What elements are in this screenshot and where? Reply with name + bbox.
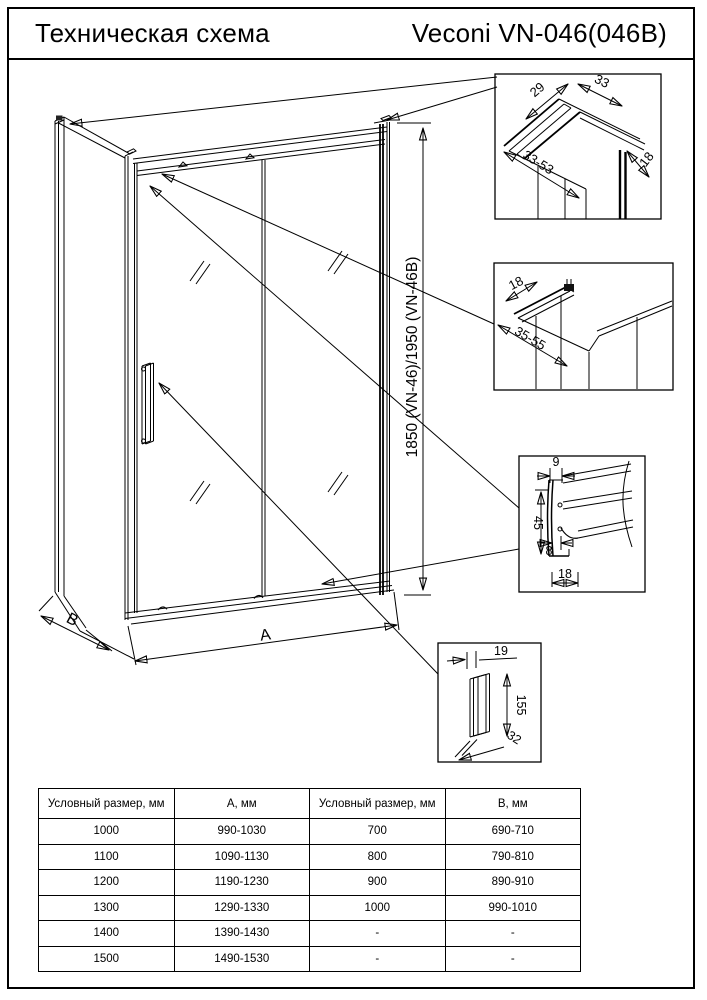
table-cell: 1000 (39, 819, 175, 845)
width-dimension-label: A (258, 626, 272, 645)
col-header-a-mm: А, мм (174, 789, 310, 819)
wall-profile-dim-35-55: 35-55 (512, 323, 549, 353)
table-cell: 1290-1330 (174, 895, 310, 921)
top-profile-dim-33: 33 (592, 71, 612, 91)
rail-profile-dim-8: 8 (545, 544, 553, 558)
table-cell: - (310, 921, 446, 947)
table-row (39, 946, 581, 972)
table-cell: 1100 (39, 844, 175, 870)
depth-dimension-b (39, 596, 112, 651)
handle-dim-155: 155 (514, 694, 528, 716)
height-dimension-label: 1850 (VN-46)/1950 (VN-46B) (404, 256, 421, 458)
handle-dim-32: 32 (504, 727, 524, 748)
table-cell: 1190-1230 (174, 870, 310, 896)
col-header-nominal-a: Условный размер, мм (39, 789, 175, 819)
handle-dim-19: 19 (494, 644, 508, 658)
table-cell: 990-1030 (174, 819, 310, 845)
detail-box-wall-profile (494, 263, 673, 390)
depth-dimension-label: B (63, 610, 81, 631)
detail-box-top-profile (495, 71, 661, 219)
table-cell: 1000 (310, 895, 446, 921)
table-cell: 990-1010 (445, 895, 581, 921)
table-cell: - (445, 921, 581, 947)
table-cell: - (445, 946, 581, 972)
table-cell: 1390-1430 (174, 921, 310, 947)
table-cell: 1400 (39, 921, 175, 947)
table-cell: 1500 (39, 946, 175, 972)
table-cell: 1200 (39, 870, 175, 896)
size-table (38, 788, 581, 972)
detail-box-rail-profile (519, 455, 645, 592)
wall-profile-dim-18: 18 (505, 273, 526, 294)
col-header-b-mm: В, мм (445, 789, 581, 819)
table-cell: 800 (310, 844, 446, 870)
table-row (39, 844, 581, 870)
table-cell: 890-910 (445, 870, 581, 896)
detail-box-handle (438, 643, 541, 762)
rail-profile-dim-9: 9 (552, 455, 560, 469)
product-model-title: Veconi VN-046(046B) (411, 18, 667, 48)
table-cell: 1300 (39, 895, 175, 921)
page-title: Техническая схема (35, 18, 270, 48)
table-cell: 900 (310, 870, 446, 896)
width-dimension-a (128, 592, 399, 665)
table-row (39, 819, 581, 845)
table-cell: 790-810 (445, 844, 581, 870)
top-profile-dim-18: 18 (636, 148, 657, 170)
table-cell: 690-710 (445, 819, 581, 845)
table-row (39, 921, 581, 947)
door-handle (142, 363, 154, 444)
top-profile-dim-29: 29 (526, 79, 548, 100)
table-row (39, 870, 581, 896)
door-frame (125, 116, 394, 625)
table-cell: - (310, 946, 446, 972)
glass-reflection-marks (190, 251, 348, 504)
table-cell: 1090-1130 (174, 844, 310, 870)
size-table-header (39, 789, 581, 819)
table-row (39, 895, 581, 921)
table-cell: 700 (310, 819, 446, 845)
side-glass-panel (55, 116, 134, 660)
top-profile-dim-33-53: 33-53 (520, 147, 557, 178)
rail-profile-dim-18: 18 (558, 567, 572, 581)
height-dimension (397, 123, 431, 595)
table-cell: 1490-1530 (174, 946, 310, 972)
rail-profile-dim-45: 45 (531, 516, 545, 530)
col-header-nominal-b: Условный размер, мм (310, 789, 446, 819)
